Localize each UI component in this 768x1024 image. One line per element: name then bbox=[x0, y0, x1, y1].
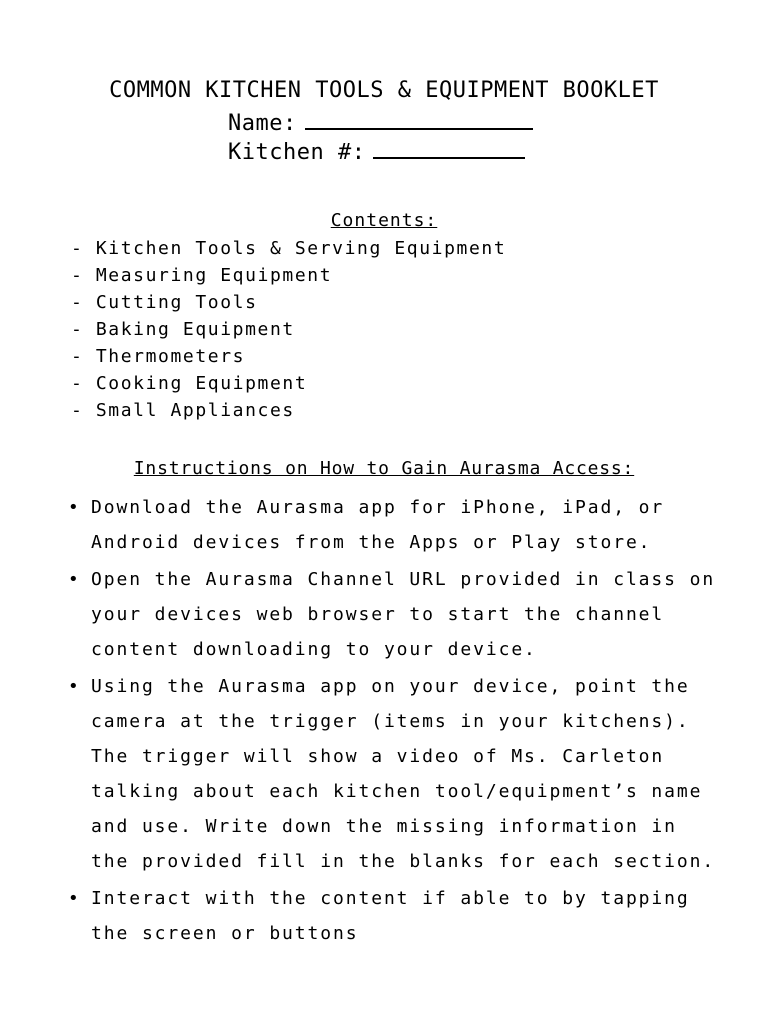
booklet-title: COMMON KITCHEN TOOLS & EQUIPMENT BOOKLET bbox=[109, 78, 659, 103]
instruction-text: Download the Aurasma app for iPhone, iPad, or Android devices from the Apps or Play store. bbox=[91, 497, 665, 553]
bullet-icon: • bbox=[68, 888, 81, 909]
instruction-text: Interact with the content if able to by tapping the screen or buttons bbox=[91, 888, 690, 944]
instruction-item bbox=[66, 490, 726, 560]
contents-item: - Small Appliances bbox=[71, 397, 506, 424]
instruction-item bbox=[66, 881, 726, 951]
instructions-list bbox=[66, 490, 726, 953]
instruction-text: Using the Aurasma app on your device, point the camera at the trigger (items in your kitchens). The trigger will show a video of Ms. Carleton talking about each kitchen tool/equipment’s name and use. Write down the missing information in the provided fill in the blanks for each section. bbox=[91, 676, 716, 872]
kitchen-number-blank-line bbox=[373, 137, 525, 159]
instruction-item bbox=[66, 562, 726, 667]
name-blank-line bbox=[305, 108, 533, 130]
instruction-item bbox=[66, 669, 726, 879]
contents-item: - Cooking Equipment bbox=[71, 370, 506, 397]
bullet-icon: • bbox=[68, 676, 81, 697]
booklet-header bbox=[0, 76, 768, 165]
name-field-row bbox=[228, 108, 533, 138]
contents-item: - Measuring Equipment bbox=[71, 262, 506, 289]
name-label: Name: bbox=[228, 111, 297, 136]
bullet-icon: • bbox=[68, 497, 81, 518]
instructions-heading: Instructions on How to Gain Aurasma Access: bbox=[133, 458, 635, 479]
contents-item: - Kitchen Tools & Serving Equipment bbox=[71, 235, 506, 262]
contents-list bbox=[71, 235, 506, 424]
contents-heading: Contents: bbox=[330, 210, 438, 231]
contents-item: - Cutting Tools bbox=[71, 289, 506, 316]
instruction-text: Open the Aurasma Channel URL provided in class on your devices web browser to start the channel content downloading to your device. bbox=[91, 569, 716, 660]
kitchen-number-label: Kitchen #: bbox=[228, 140, 366, 165]
kitchen-number-row bbox=[228, 137, 525, 167]
bullet-icon: • bbox=[68, 569, 81, 590]
contents-item: - Thermometers bbox=[71, 343, 506, 370]
contents-item: - Baking Equipment bbox=[71, 316, 506, 343]
